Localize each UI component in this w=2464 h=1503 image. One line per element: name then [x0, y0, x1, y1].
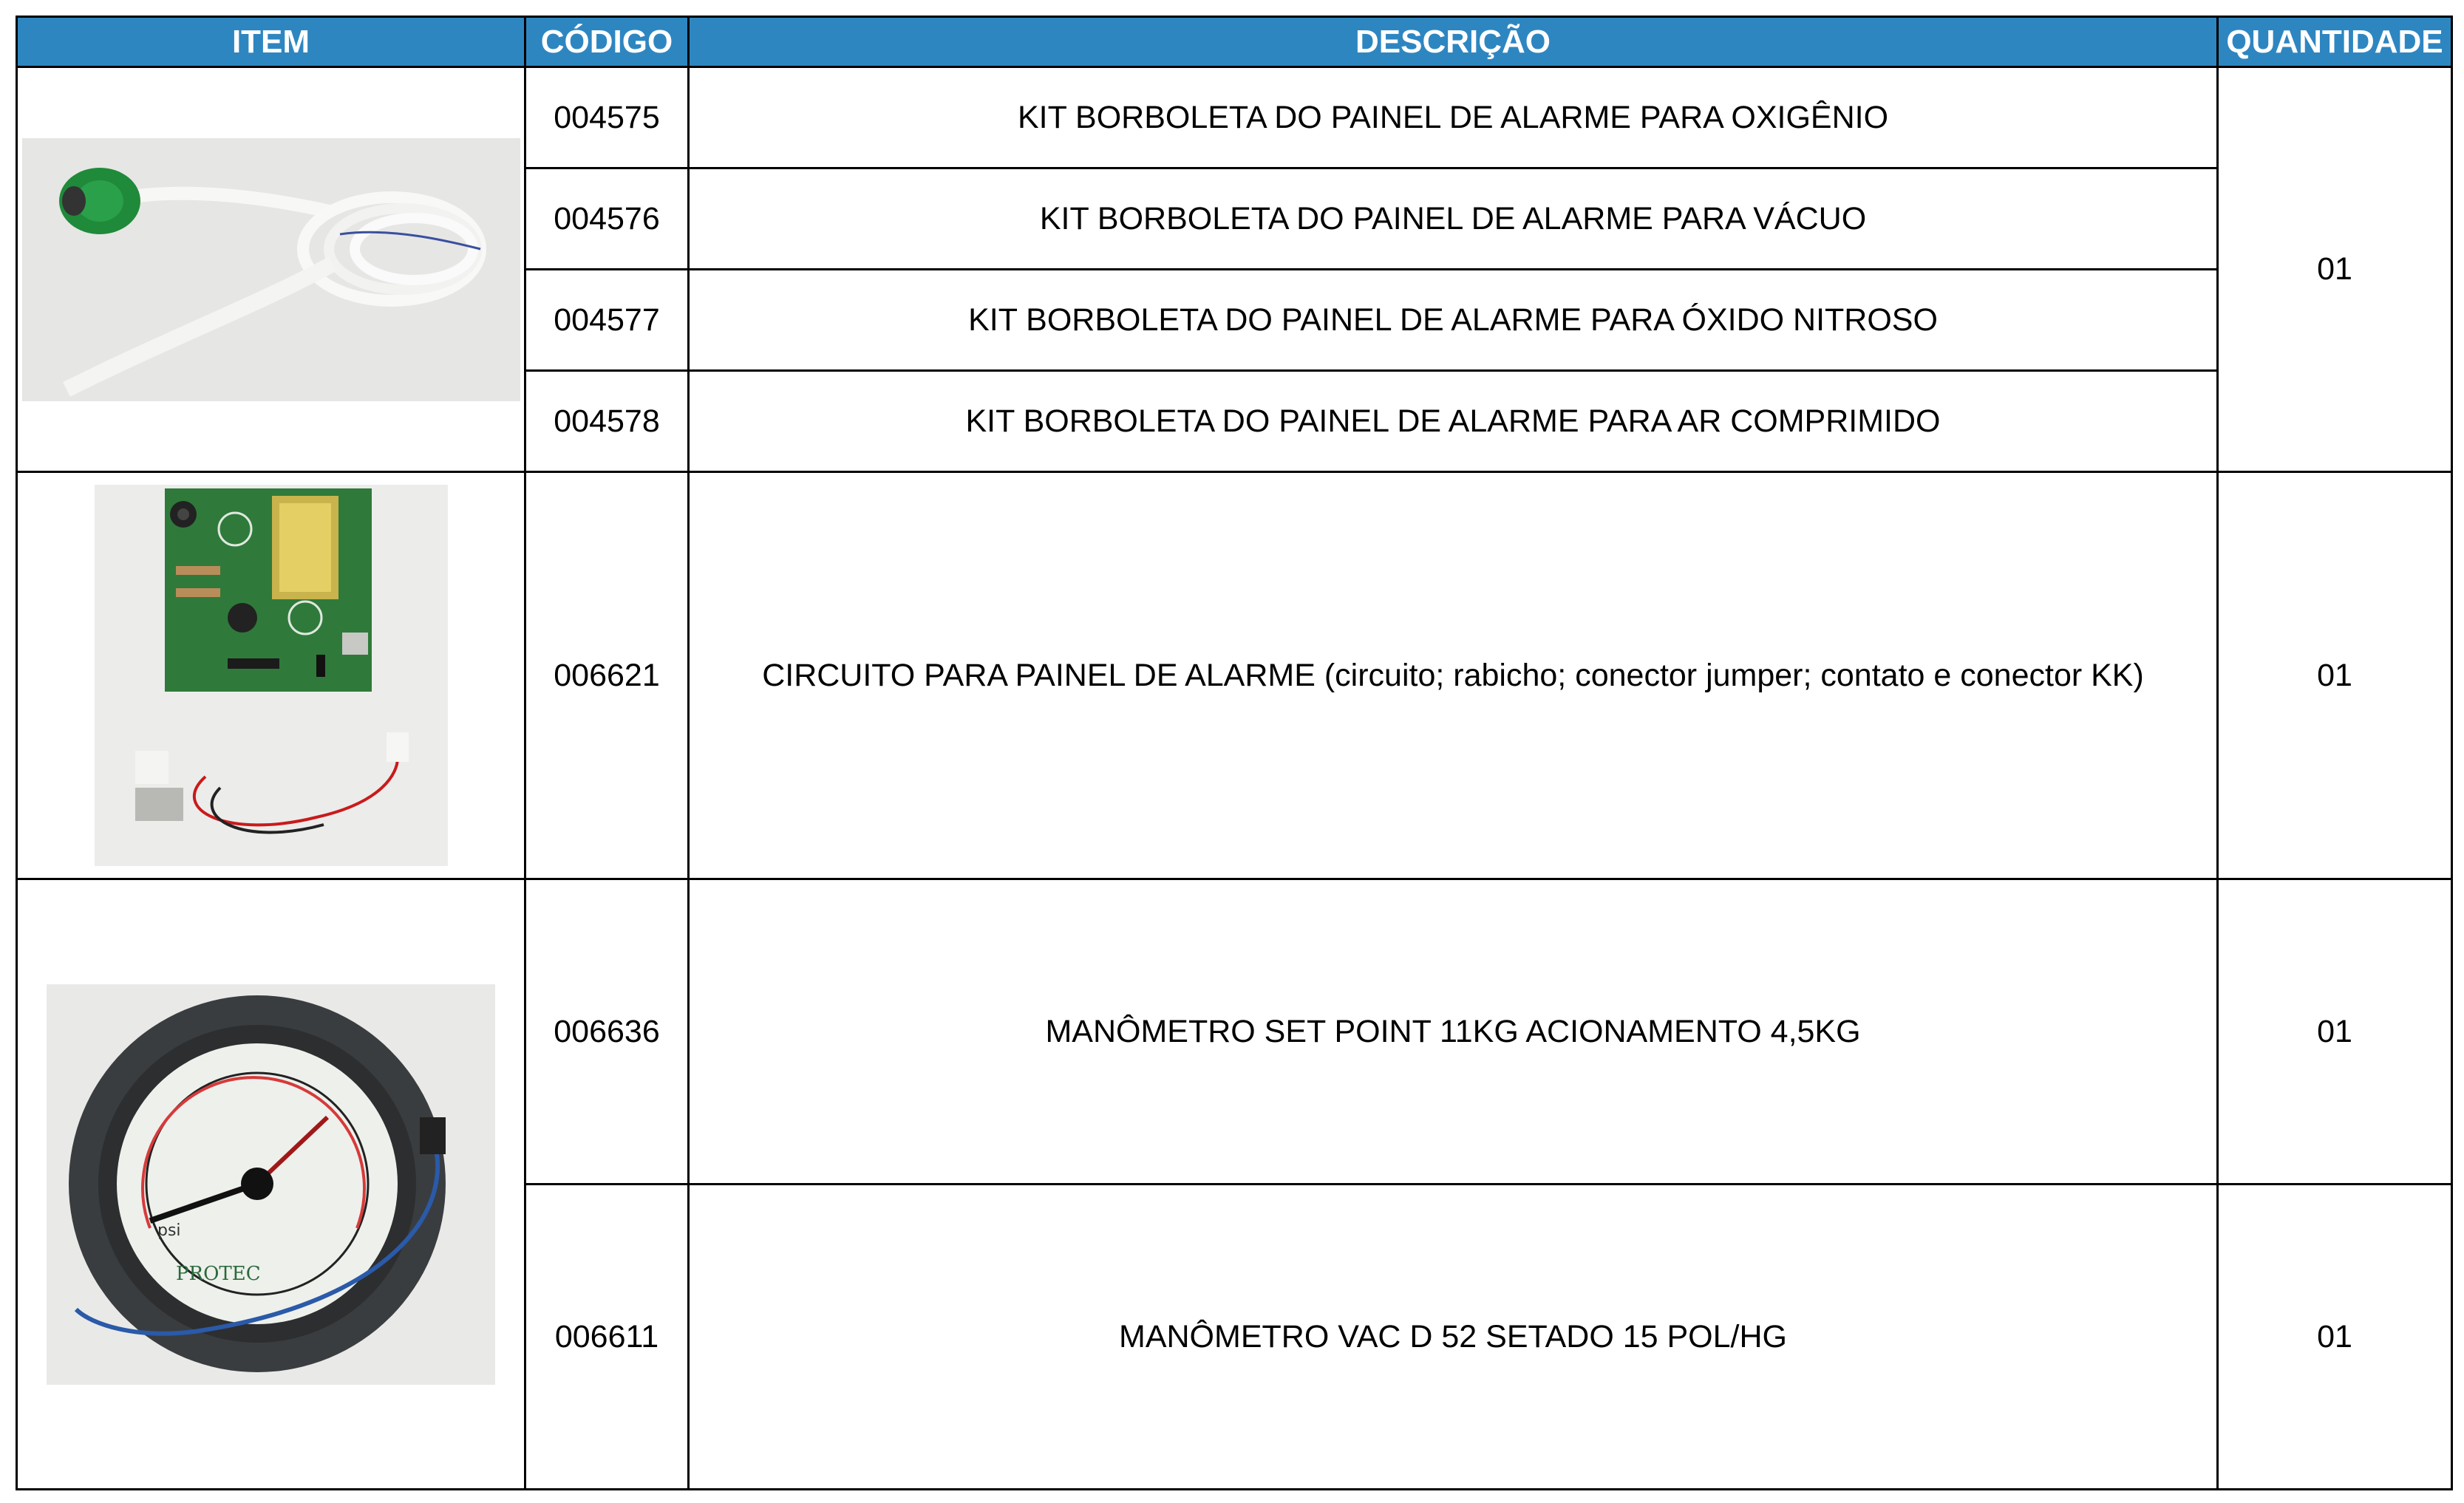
code-cell: 004575: [525, 67, 689, 168]
description-cell: CIRCUITO PARA PAINEL DE ALARME (circuito; rabicho; conector jumper; contato e conector KK): [689, 472, 2218, 879]
item-image-cell: [17, 472, 525, 879]
header-quantidade: QUANTIDADE: [2218, 17, 2452, 67]
butterfly-valve-photo: [22, 138, 520, 401]
manometer-photo: [47, 984, 495, 1385]
description-cell: KIT BORBOLETA DO PAINEL DE ALARME PARA AR COMPRIMIDO: [689, 371, 2218, 472]
quantity-cell: 01: [2218, 67, 2452, 472]
description-cell: MANÔMETRO VAC D 52 SETADO 15 POL/HG: [689, 1185, 2218, 1490]
code-cell: 006611: [525, 1185, 689, 1490]
circuit-board-photo: [95, 485, 448, 866]
quantity-cell: 01: [2218, 879, 2452, 1185]
table-row: [17, 879, 2452, 1185]
item-image-cell: [17, 67, 525, 472]
description-cell: KIT BORBOLETA DO PAINEL DE ALARME PARA VÁCUO: [689, 168, 2218, 270]
code-cell: 004578: [525, 371, 689, 472]
table-row: [17, 67, 2452, 168]
svg-text:PROTEC: PROTEC: [176, 1262, 261, 1285]
header-descricao: DESCRIÇÃO: [689, 17, 2218, 67]
svg-text:psi: psi: [157, 1221, 181, 1240]
description-cell: KIT BORBOLETA DO PAINEL DE ALARME PARA ÓXIDO NITROSO: [689, 270, 2218, 371]
quantity-cell: 01: [2218, 472, 2452, 879]
code-cell: 004576: [525, 168, 689, 270]
code-cell: 006621: [525, 472, 689, 879]
header-row: [17, 17, 2452, 67]
header-codigo: CÓDIGO: [525, 17, 689, 67]
item-image-cell: [17, 879, 525, 1490]
parts-table: [16, 16, 2453, 1490]
code-cell: 006636: [525, 879, 689, 1185]
description-cell: MANÔMETRO SET POINT 11KG ACIONAMENTO 4,5KG: [689, 879, 2218, 1185]
code-cell: 004577: [525, 270, 689, 371]
table-row: [17, 472, 2452, 879]
header-item: ITEM: [17, 17, 525, 67]
quantity-cell: 01: [2218, 1185, 2452, 1490]
description-cell: KIT BORBOLETA DO PAINEL DE ALARME PARA OXIGÊNIO: [689, 67, 2218, 168]
